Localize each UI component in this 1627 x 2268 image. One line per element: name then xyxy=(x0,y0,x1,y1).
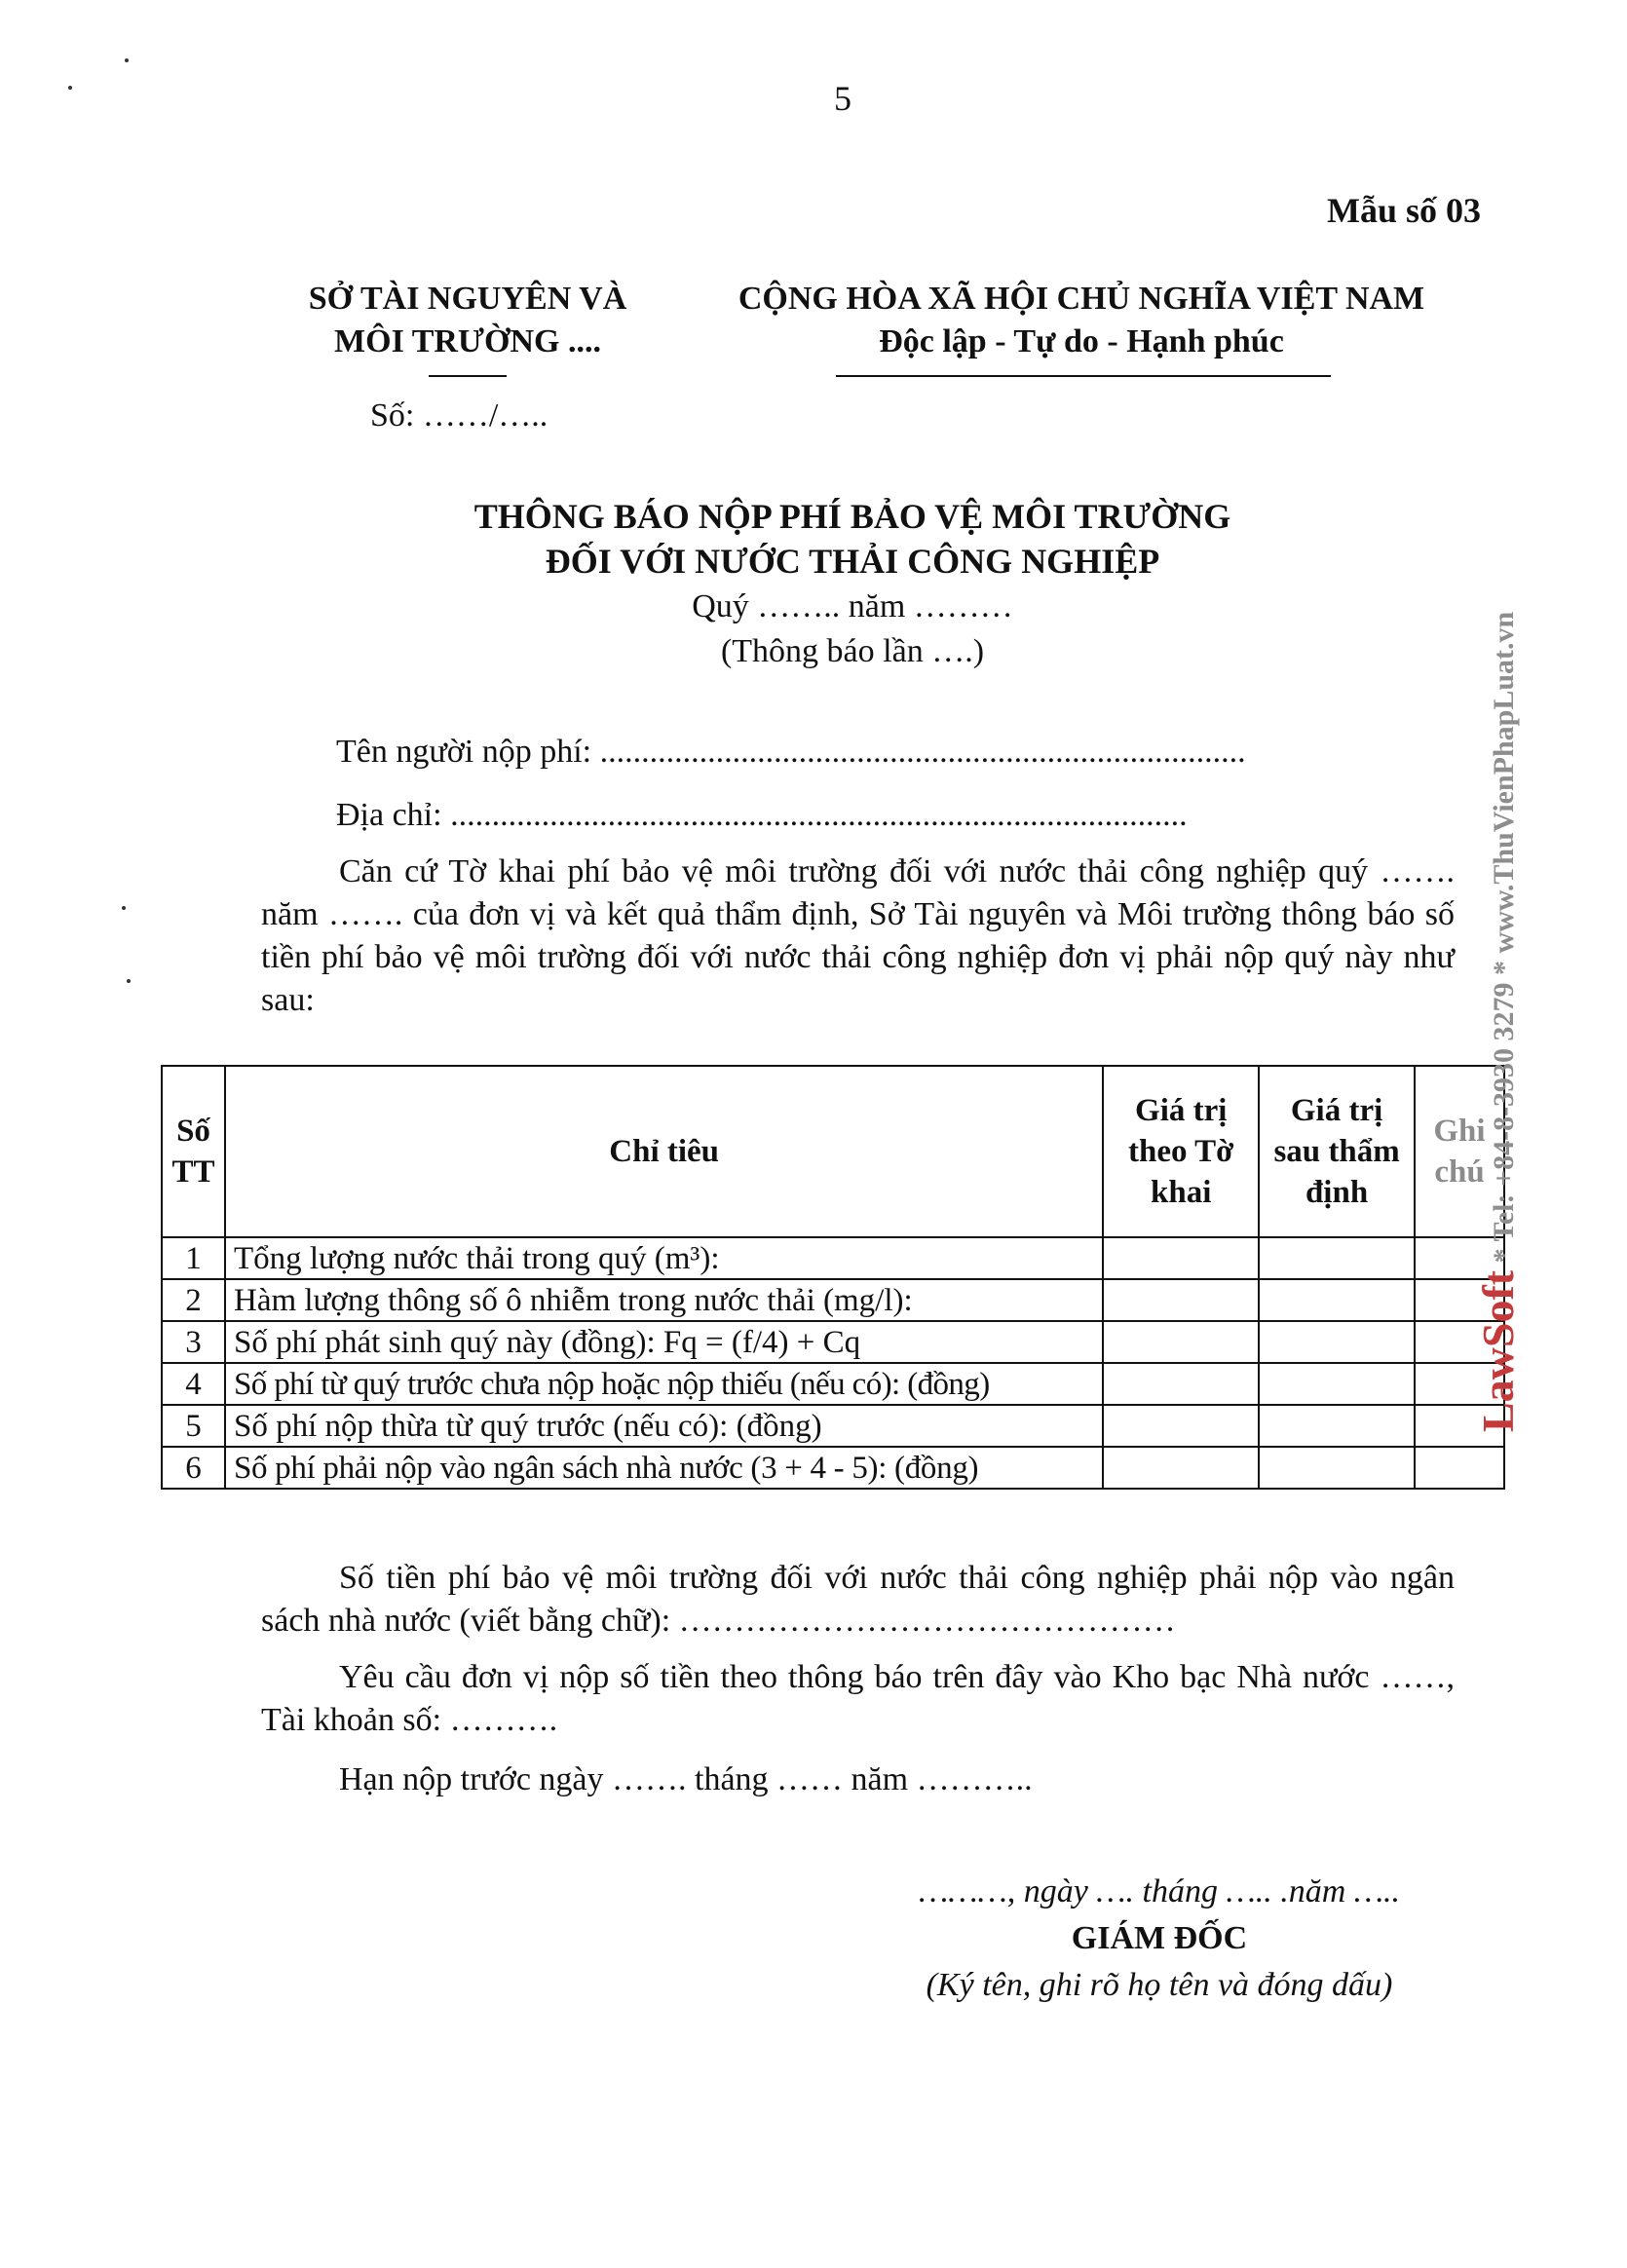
table-row xyxy=(162,1321,1504,1363)
agency-header xyxy=(263,278,672,363)
document-title xyxy=(292,494,1413,584)
signature-instruction: (Ký tên, ghi rõ họ tên và đóng dấu) xyxy=(926,1967,1393,2003)
header-appraised-value: Giá trị sau thẩm định xyxy=(1259,1066,1415,1237)
notice-count: (Thông báo lần ….) xyxy=(720,633,985,669)
row-criteria: Số phí phải nộp vào ngân sách nhà nước (3 + 4 - 5): (đồng) xyxy=(225,1447,1103,1489)
row-number: 1 xyxy=(162,1237,225,1279)
page-number: 5 xyxy=(834,79,851,118)
fee-table xyxy=(161,1065,1505,1490)
table-header-row xyxy=(162,1066,1504,1237)
row-number: 4 xyxy=(162,1363,225,1405)
scan-speck xyxy=(127,979,131,983)
row-number: 6 xyxy=(162,1447,225,1489)
declared-value-cell xyxy=(1103,1363,1259,1405)
amount-in-words-paragraph xyxy=(261,1557,1455,1643)
declared-value-cell xyxy=(1103,1279,1259,1321)
declared-value-cell xyxy=(1103,1447,1259,1489)
amount-in-words-text: Số tiền phí bảo vệ môi trường đối với nước thải công nghiệp phải nộp vào ngân sách nhà nước (viết bằng chữ): ……………………………………… xyxy=(261,1560,1455,1639)
table-row xyxy=(162,1279,1504,1321)
header-declared-value: Giá trị theo Tờ khai xyxy=(1103,1066,1259,1237)
motto: Độc lập - Tự do - Hạnh phúc xyxy=(879,323,1284,359)
table-row xyxy=(162,1447,1504,1489)
row-number: 5 xyxy=(162,1405,225,1447)
address-field: Địa chỉ: ......................................................................................... xyxy=(336,797,1188,833)
form-code: Mẫu số 03 xyxy=(1326,191,1481,230)
appraised-value-cell xyxy=(1259,1447,1415,1489)
appraised-value-cell xyxy=(1259,1321,1415,1363)
table-row xyxy=(162,1237,1504,1279)
appraised-value-cell xyxy=(1259,1237,1415,1279)
payment-request-paragraph xyxy=(261,1656,1455,1742)
payment-deadline: Hạn nộp trước ngày ……. tháng …… năm ……….. xyxy=(339,1761,1033,1797)
signer-position: GIÁM ĐỐC xyxy=(1071,1920,1248,1956)
row-criteria: Hàm lượng thông số ô nhiễm trong nước thải (mg/l): xyxy=(225,1279,1103,1321)
scan-speck xyxy=(122,906,126,910)
row-criteria: Số phí từ quý trước chưa nộp hoặc nộp thiếu (nếu có): (đồng) xyxy=(225,1363,1103,1405)
scan-speck xyxy=(125,58,129,62)
place-date: ………, ngày …. tháng ….. .năm ….. xyxy=(919,1873,1400,1909)
row-criteria: Tổng lượng nước thải trong quý (m³): xyxy=(225,1237,1103,1279)
document-subtitle xyxy=(292,585,1413,674)
signature-block xyxy=(857,1869,1461,2009)
payer-name-field: Tên người nộp phí: .............................................................................. xyxy=(336,734,1246,770)
intro-paragraph xyxy=(261,850,1455,1022)
row-criteria: Số phí nộp thừa từ quý trước (nếu có): (đồng) xyxy=(225,1405,1103,1447)
row-number: 2 xyxy=(162,1279,225,1321)
title-line-1: THÔNG BÁO NỘP PHÍ BẢO VỆ MÔI TRƯỜNG xyxy=(473,497,1231,536)
scan-speck xyxy=(68,86,72,90)
declared-value-cell xyxy=(1103,1321,1259,1363)
lawsoft-logo xyxy=(1473,1270,1523,1432)
intro-text: Căn cứ Tờ khai phí bảo vệ môi trường đối với nước thải công nghiệp quý ……. năm ……. của đơn vị và kết quả thẩm định, Sở Tài nguyên và Môi trường thông báo số tiền phí bảo vệ môi trường đối với nước thải công nghiệp đơn vị phải nộp quý này như sau: xyxy=(261,853,1455,1018)
agency-line-2: MÔI TRƯỜNG .... xyxy=(334,323,601,359)
appraised-value-cell xyxy=(1259,1279,1415,1321)
table-row xyxy=(162,1363,1504,1405)
row-number: 3 xyxy=(162,1321,225,1363)
header-criteria: Chỉ tiêu xyxy=(225,1066,1103,1237)
watermark xyxy=(1471,497,1526,1432)
row-criteria: Số phí phát sinh quý này (đồng): Fq = (f/4) + Cq xyxy=(225,1321,1103,1363)
motto-divider xyxy=(836,375,1331,377)
logo-text: LawSoft xyxy=(1473,1269,1523,1432)
note-cell xyxy=(1415,1447,1504,1489)
agency-line-1: SỞ TÀI NGUYÊN VÀ xyxy=(308,281,627,317)
appraised-value-cell xyxy=(1259,1405,1415,1447)
watermark-text: * Tel: +84-8-3930 3279 * www.ThuVienPhapLuat.vn xyxy=(1488,611,1520,1270)
declared-value-cell xyxy=(1103,1237,1259,1279)
header-no: Số TT xyxy=(162,1066,225,1237)
period-line: Quý …….. năm ……… xyxy=(692,588,1013,624)
document-number: Số: ……/….. xyxy=(370,397,549,434)
payment-request-text: Yêu cầu đơn vị nộp số tiền theo thông báo trên đây vào Kho bạc Nhà nước ……, Tài khoản số: ………. xyxy=(261,1659,1455,1738)
national-motto xyxy=(701,278,1461,363)
nation-name: CỘNG HÒA XÃ HỘI CHỦ NGHĨA VIỆT NAM xyxy=(738,281,1425,317)
declared-value-cell xyxy=(1103,1405,1259,1447)
appraised-value-cell xyxy=(1259,1363,1415,1405)
agency-divider xyxy=(429,375,507,377)
title-line-2: ĐỐI VỚI NƯỚC THẢI CÔNG NGHIỆP xyxy=(545,542,1160,581)
header-note: Ghi chú xyxy=(1415,1066,1504,1237)
table-row xyxy=(162,1405,1504,1447)
